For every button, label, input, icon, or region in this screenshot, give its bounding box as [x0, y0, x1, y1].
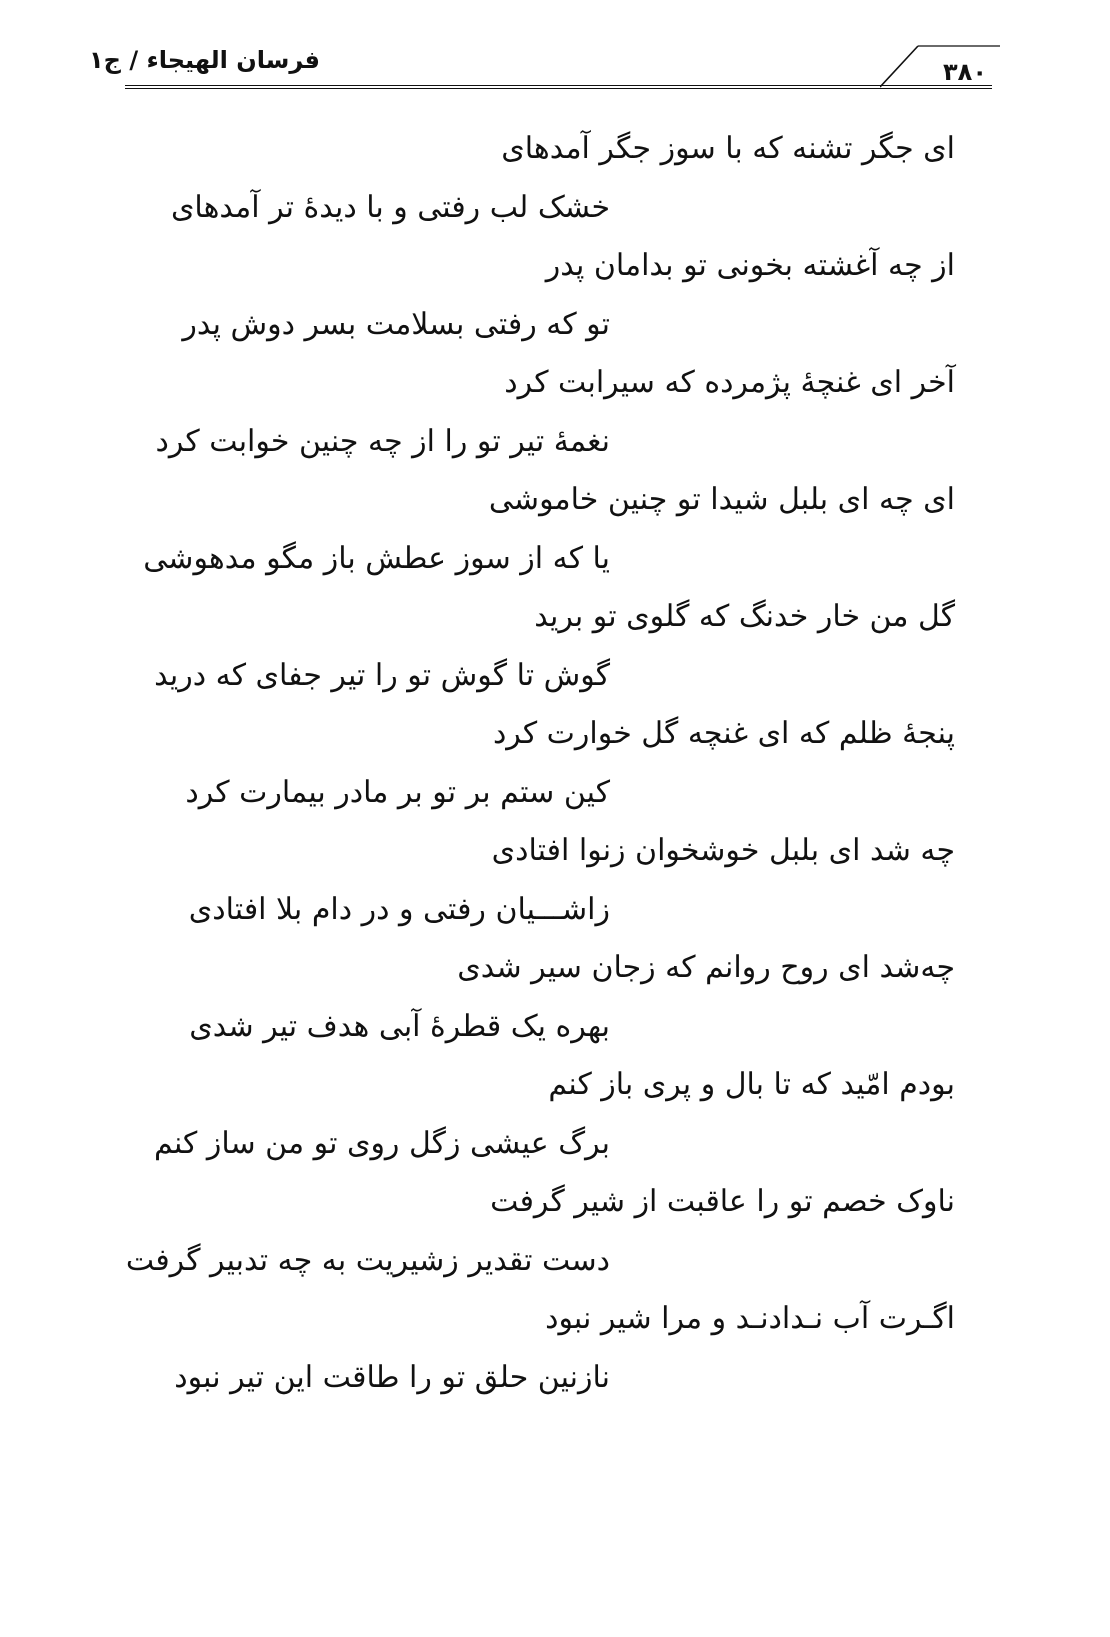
verse-line: نازنین حلق تو را طاقت این تیر نبود — [174, 1360, 610, 1395]
verse-line: نغمهٔ تیر تو را از چه چنین خوابت کرد — [155, 424, 610, 459]
verse-line: ناوک خصم تو را عاقبت از شیر گرفت — [490, 1184, 955, 1219]
verse-line: دست تقدیر زشیریت به چه تدبیر گرفت — [125, 1243, 610, 1278]
verse-line: گل من خار خدنگ که گلوی تو برید — [534, 599, 955, 634]
verse-line: اگـرت آب نـدادنـد و مرا شیر نبود — [545, 1301, 955, 1336]
verse-line: خشک لب رفتی و با دیدهٔ تر آمدهای — [170, 190, 610, 225]
verse-line: پنجهٔ ظلم که ای غنچه گل خوارت کرد — [492, 716, 955, 751]
verse-line: برگ عیشی زگل روی تو من ساز کنم — [154, 1126, 610, 1161]
verse-line: بهره یک قطرهٔ آبی هدف تیر شدی — [189, 1009, 610, 1044]
verse-line: یا که از سوز عطش باز مگو مدهوشی — [143, 541, 610, 576]
verse-line: ای جگر تشنه که با سوز جگر آمدهای — [501, 131, 955, 166]
verse-line: آخر ای غنچهٔ پژمرده که سیرابت کرد — [504, 365, 955, 400]
verse-line: ای چه ای بلبل شیدا تو چنین خاموشی — [488, 482, 955, 517]
verse-line: از چه آغشته بخونی تو بدامان پدر — [545, 248, 955, 283]
running-header-title: فرسان الهیجاء / ج۱ — [89, 46, 320, 74]
verse-line: چه‌شد ای روح روانم که زجان سیر شدی — [457, 950, 955, 985]
page-number: ۳۸۰ — [943, 58, 987, 86]
verse-line: تو که رفتی بسلامت بسر دوش پدر — [182, 307, 610, 342]
verse-line: زاشـــیان رفتی و در دام بلا افتادی — [188, 892, 610, 927]
verse-line: چه شد ای بلبل خوشخوان زنوا افتادی — [491, 833, 955, 868]
verse-line: کین ستم بر تو بر مادر بیمارت کرد — [185, 775, 610, 810]
verse-line: گوش تا گوش تو را تیر جفای که درید — [154, 658, 610, 693]
verse-line: بودم امّید که تا بال و پری باز کنم — [548, 1067, 955, 1102]
